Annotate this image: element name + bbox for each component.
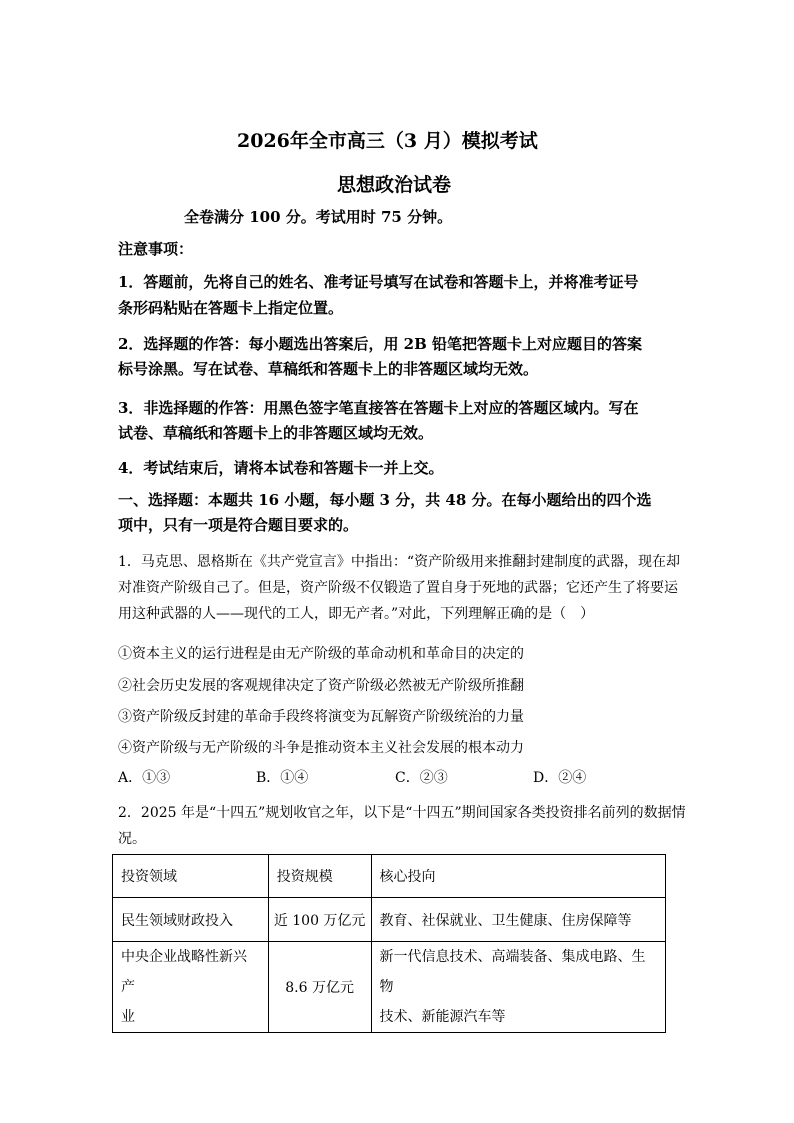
q1-stem-line: 用这种武器的人——现代的工人，即无产者。”对此，下列理解正确的是（ ）: [118, 606, 595, 622]
note-item: 1．答题前，先将自己的姓名、准考证号填写在试卷和答题卡上，并将准考证号: [118, 273, 639, 291]
note-item-cont: 标号涂黑。写在试卷、草稿纸和答题卡上的非答题区域均无效。: [118, 360, 539, 378]
table-cell: [371, 942, 665, 1033]
q1-option-a[interactable]: A．①③: [118, 770, 171, 786]
q1-statement: ③资产阶级反封建的革命手段终将演变为瓦解资产阶级统治的力量: [118, 709, 524, 725]
cell-line: 技术、新能源汽车等: [379, 1009, 506, 1025]
q1-option-d[interactable]: D．②④: [533, 770, 587, 786]
table-header-row: [113, 855, 666, 898]
table-cell: [113, 942, 269, 1033]
table-header-cell: 投资规模: [268, 855, 371, 898]
section-heading: 一、选择题：本题共 16 小题，每小题 3 分，共 48 分。在每小题给出的四个选: [118, 491, 652, 509]
q1-statement: ②社会历史发展的客观规律决定了资产阶级必然被无产阶级所推翻: [118, 678, 524, 694]
cell-line: 业: [121, 1009, 135, 1025]
q1-stem-line: 对准资产阶级自己了。但是，资产阶级不仅锻造了置自身于死地的武器；它还产生了将要运: [118, 580, 678, 596]
q1-stem-line: 1．马克思、恩格斯在《共产党宣言》中指出：“资产阶级用来推翻封建制度的武器，现在却: [118, 554, 681, 570]
cell-line: 中央企业战略性新兴产: [121, 949, 247, 995]
note-item: 2．选择题的作答：每小题选出答案后，用 2B 铅笔把答题卡上对应题目的答案: [118, 335, 642, 353]
section-heading-cont: 项中，只有一项是符合题目要求的。: [118, 516, 359, 534]
table-cell: 教育、社保就业、卫生健康、住房保障等: [371, 898, 665, 942]
table-cell: 民生领域财政投入: [113, 898, 269, 942]
q2-stem-line: 2．2025 年是“十四五”规划收官之年，以下是“十四五”期间国家各类投资排名前列的数据情: [118, 805, 686, 821]
cell-line: 新一代信息技术、高端装备、集成电路、生物: [379, 949, 646, 995]
exam-title: 2026年全市高三（3 月）模拟考试: [237, 130, 538, 152]
note-item: 3．非选择题的作答：用黑色签字笔直接答在答题卡上对应的答题区域内。写在: [118, 399, 639, 417]
note-item: 4．考试结束后，请将本试卷和答题卡一并上交。: [118, 459, 444, 477]
q1-statement: ④资产阶级与无产阶级的斗争是推动资本主义社会发展的根本动力: [118, 740, 524, 756]
table-header-cell: 核心投向: [371, 855, 665, 898]
q1-option-c[interactable]: C．②③: [395, 770, 448, 786]
table-cell: 8.6 万亿元: [268, 942, 371, 1033]
q2-stem-line: 况。: [118, 831, 146, 847]
q1-statement: ①资本主义的运行进程是由无产阶级的革命动机和革命目的决定的: [118, 646, 524, 662]
note-item-cont: 试卷、草稿纸和答题卡上的非答题区域均无效。: [118, 424, 434, 442]
table-cell: 近 100 万亿元: [268, 898, 371, 942]
note-item-cont: 条形码粘贴在答题卡上指定位置。: [118, 299, 344, 317]
table-row: [113, 898, 666, 942]
table-header-cell: 投资领域: [113, 855, 269, 898]
table-row: [113, 942, 666, 1033]
q1-option-b[interactable]: B．①④: [256, 770, 309, 786]
exam-subject: 思想政治试卷: [337, 174, 452, 196]
investment-table: [112, 854, 666, 1033]
score-time-note: 全卷满分 100 分。考试用时 75 分钟。: [184, 208, 453, 226]
notes-heading: 注意事项：: [118, 240, 194, 258]
